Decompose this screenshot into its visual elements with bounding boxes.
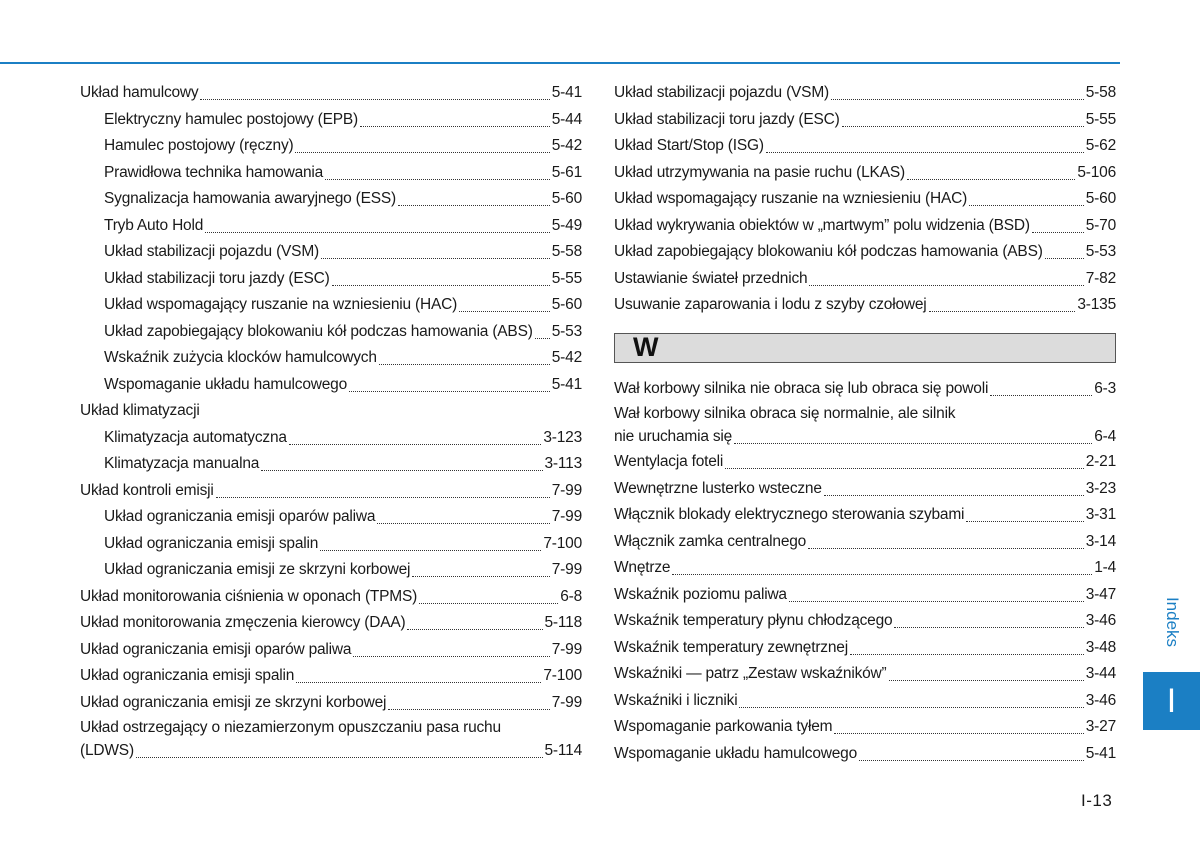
index-entry-line2 [614, 425, 1116, 449]
index-entry[interactable] [614, 582, 1116, 609]
index-entry-label: Wskaźnik temperatury płynu chłodzącego [614, 612, 893, 629]
leader-dots [850, 653, 1084, 655]
index-entry-page: 3-47 [1085, 585, 1116, 603]
leader-dots [739, 706, 1083, 708]
index-entry-page: 5-61 [551, 163, 582, 181]
index-entry-label-line1: Wał korbowy silnika obraca się normalnie, ale silnik [614, 405, 956, 422]
index-entry[interactable] [614, 688, 1116, 715]
index-entry[interactable] [614, 741, 1116, 768]
index-entry-page: 5-62 [1085, 137, 1116, 154]
index-entry[interactable] [614, 266, 1116, 293]
leader-dots [407, 628, 542, 630]
index-entry-page: 7-82 [1085, 269, 1116, 287]
index-entry[interactable] [80, 213, 582, 240]
index-entry[interactable] [614, 213, 1116, 240]
index-entry-page: 5-70 [1085, 216, 1116, 234]
index-entry-line2 [80, 739, 582, 763]
index-column-left [80, 80, 582, 763]
side-index-tab-letter: I [1166, 681, 1177, 720]
index-entry-label: Układ hamulcowy [80, 84, 199, 101]
index-entry[interactable] [614, 80, 1116, 107]
leader-dots [200, 98, 549, 100]
leader-dots [205, 231, 550, 233]
index-entry[interactable] [614, 376, 1116, 403]
index-entry-label: Włącznik zamka centralnego [614, 532, 807, 550]
index-entry-page: 5-44 [551, 110, 582, 128]
section-header-letter: W [633, 332, 659, 362]
index-entry-label: Ustawianie świateł przednich [614, 269, 808, 287]
leader-dots [261, 469, 542, 471]
index-entry-page: 7-99 [551, 561, 582, 578]
leader-dots [289, 443, 542, 445]
index-entry-page: 5-106 [1077, 163, 1116, 181]
index-entry-page: 7-99 [551, 481, 582, 499]
index-entry-label: Wał korbowy silnika nie obraca się lub obraca się powoli [614, 379, 989, 397]
leader-dots [842, 125, 1084, 127]
index-entry[interactable] [80, 531, 582, 558]
index-entry-label: Układ ograniczania emisji oparów paliwa [104, 508, 376, 525]
index-entry-label: Włącznik blokady elektrycznego sterowania szybami [614, 506, 965, 523]
leader-dots [990, 394, 1092, 396]
index-entry-label: Wskaźniki — patrz „Zestaw wskaźników” [614, 665, 887, 682]
index-entry-label: Sygnalizacja hamowania awaryjnego (ESS) [104, 190, 397, 207]
index-entry-label: Klimatyzacja manualna [104, 455, 260, 472]
index-entry-label: Układ wykrywania obiektów w „martwym” polu widzenia (BSD) [614, 216, 1030, 234]
index-entry-label: Wspomaganie parkowania tyłem [614, 718, 833, 735]
index-entry-label: Układ stabilizacji pojazdu (VSM) [614, 84, 829, 101]
index-entry-label: Wskaźnik temperatury zewnętrznej [614, 638, 848, 656]
index-entry-page: 7-100 [543, 534, 582, 552]
leader-dots [216, 496, 550, 498]
index-entry-page: 5-58 [551, 243, 582, 260]
leader-dots [325, 178, 550, 180]
index-entry-label: Układ utrzymywania na pasie ruchu (LKAS) [614, 163, 905, 181]
leader-dots [725, 467, 1084, 469]
index-entry[interactable] [80, 663, 582, 690]
index-entry-label: Układ klimatyzacji [80, 402, 200, 419]
leader-dots [966, 520, 1083, 522]
index-entry-page: 3-46 [1085, 691, 1116, 709]
leader-dots [353, 655, 549, 657]
index-entry-page: 3-48 [1085, 638, 1116, 656]
index-entry-page: 3-27 [1085, 718, 1116, 735]
index-entry-label: Hamulec postojowy (ręczny) [104, 137, 294, 154]
leader-dots [889, 679, 1084, 681]
leader-dots [388, 708, 549, 710]
index-entry-label: Układ zapobiegający blokowaniu kół podczas hamowania (ABS) [614, 243, 1043, 260]
index-entry-page: 7-99 [551, 640, 582, 658]
index-entry-label: Układ zapobiegający blokowaniu kół podczas hamowania (ABS) [104, 322, 533, 340]
leader-dots [1032, 231, 1084, 233]
leader-dots [834, 732, 1083, 734]
index-entry-page: 3-31 [1085, 506, 1116, 523]
index-entry[interactable] [80, 372, 582, 399]
index-entry[interactable] [614, 160, 1116, 187]
side-section-label [1152, 582, 1192, 662]
leader-dots [320, 549, 541, 551]
index-entry[interactable] [614, 635, 1116, 662]
index-entry-page: 5-41 [1085, 744, 1116, 762]
leader-dots [907, 178, 1075, 180]
index-entry-page: 3-135 [1077, 296, 1116, 313]
index-entry-label: Układ stabilizacji toru jazdy (ESC) [104, 269, 330, 287]
index-entry[interactable] [614, 529, 1116, 556]
leader-dots [377, 522, 549, 524]
index-entry[interactable] [80, 637, 582, 664]
index-entry[interactable] [80, 690, 582, 717]
index-column-right [614, 80, 1116, 767]
side-section-label-text: Indeks [1163, 596, 1182, 648]
leader-dots [672, 573, 1092, 575]
section-header-w [614, 333, 1116, 363]
index-entry[interactable] [614, 555, 1116, 582]
index-entry[interactable] [614, 502, 1116, 529]
leader-dots [831, 98, 1084, 100]
leader-dots [808, 547, 1084, 549]
leader-dots [766, 151, 1084, 153]
leader-dots [1045, 257, 1084, 259]
index-entry-label: Układ stabilizacji toru jazdy (ESC) [614, 110, 840, 128]
index-entry-page: 3-46 [1085, 612, 1116, 629]
index-entry-page: 3-44 [1085, 665, 1116, 682]
leader-dots [332, 284, 550, 286]
index-entry[interactable] [80, 186, 582, 213]
leader-dots [360, 125, 550, 127]
leader-dots [535, 337, 550, 339]
index-entry[interactable] [80, 557, 582, 584]
index-entry[interactable] [80, 133, 582, 160]
index-entry-page: 6-8 [560, 587, 582, 605]
index-entry-label: Układ ograniczania emisji spalin [104, 534, 319, 552]
index-entry-page: 7-99 [551, 693, 582, 711]
index-entry-label: Wewnętrzne lusterko wsteczne [614, 479, 822, 497]
index-entry-label: Klimatyzacja automatyczna [104, 428, 287, 446]
index-entry-page: 3-14 [1085, 532, 1116, 550]
index-entry-page: 7-99 [551, 508, 582, 525]
index-entry-multiline[interactable] [614, 402, 1116, 449]
leader-dots [419, 602, 558, 604]
index-entry[interactable] [614, 292, 1116, 319]
leader-dots [349, 390, 550, 392]
leader-dots [136, 756, 543, 758]
index-entry-label: Układ ograniczania emisji ze skrzyni korbowej [104, 561, 411, 578]
index-entry[interactable] [80, 610, 582, 637]
index-entry[interactable] [80, 451, 582, 478]
leader-dots [459, 310, 550, 312]
index-entry-label: Prawidłowa technika hamowania [104, 163, 324, 181]
index-entry-label: Układ monitorowania zmęczenia kierowcy (DAA) [80, 614, 406, 631]
index-entry-label: Układ wspomagający ruszanie na wzniesieniu (HAC) [104, 296, 458, 313]
index-entry-page: 2-21 [1085, 453, 1116, 470]
leader-dots [859, 759, 1084, 761]
side-index-tab[interactable] [1143, 672, 1200, 730]
index-entry-page: 5-53 [1085, 243, 1116, 260]
leader-dots [894, 626, 1083, 628]
index-entry-page: 5-60 [551, 296, 582, 313]
index-entry-page: 5-41 [551, 84, 582, 101]
leader-dots [295, 151, 549, 153]
index-entry[interactable] [614, 186, 1116, 213]
index-entry-label: Wspomaganie układu hamulcowego [614, 744, 858, 762]
index-entry-page: 5-42 [551, 349, 582, 366]
index-entry-label: Układ monitorowania ciśnienia w oponach (TPMS) [80, 587, 418, 605]
index-entry[interactable] [80, 504, 582, 531]
index-entry-label: Układ wspomagający ruszanie na wzniesieniu (HAC) [614, 190, 968, 207]
index-entry-multiline[interactable] [80, 716, 582, 763]
index-entry-label: Usuwanie zaparowania i lodu z szyby czołowej [614, 296, 927, 313]
index-entry-label: Układ ograniczania emisji spalin [80, 667, 295, 684]
index-entry-page: 5-60 [1085, 190, 1116, 207]
index-entry-label-line2: (LDWS) [80, 742, 134, 759]
index-entry[interactable] [80, 319, 582, 346]
index-entry[interactable] [80, 478, 582, 505]
index-entry-page: 1-4 [1094, 559, 1116, 576]
index-entry-page: 5-60 [551, 190, 582, 207]
index-entry-label: Elektryczny hamulec postojowy (EPB) [104, 110, 359, 128]
index-entry-page: 5-114 [544, 742, 582, 759]
index-entry[interactable] [80, 425, 582, 452]
index-entry-page: 6-4 [1094, 428, 1116, 445]
leader-dots [734, 442, 1092, 444]
leader-dots [398, 204, 550, 206]
index-entry[interactable] [80, 584, 582, 611]
page-number: I-13 [1081, 791, 1113, 810]
index-entry-page: 5-55 [551, 269, 582, 287]
index-entry-page: 5-118 [544, 614, 582, 631]
index-entry-page: 7-100 [543, 667, 582, 684]
index-entry[interactable] [80, 266, 582, 293]
leader-dots [412, 575, 549, 577]
leader-dots [929, 310, 1076, 312]
index-entry-label: Wspomaganie układu hamulcowego [104, 375, 348, 393]
leader-dots [379, 363, 550, 365]
index-entry-page: 5-41 [551, 375, 582, 393]
index-entry[interactable] [614, 133, 1116, 160]
index-entry-label: Tryb Auto Hold [104, 216, 204, 234]
index-entry-label: Wskaźnik poziomu paliwa [614, 585, 787, 603]
index-entry[interactable] [80, 292, 582, 319]
index-entry-label: Układ kontroli emisji [80, 481, 214, 499]
index-entry-label: Wnętrze [614, 559, 671, 576]
leader-dots [321, 257, 550, 259]
top-rule [0, 62, 1120, 64]
index-entry[interactable] [80, 80, 582, 107]
index-entry-page: 3-123 [543, 428, 582, 446]
index-entry-page: 5-53 [551, 322, 582, 340]
leader-dots [969, 204, 1084, 206]
index-entry-label: Wentylacja foteli [614, 453, 724, 470]
leader-dots [824, 494, 1084, 496]
index-entry[interactable] [80, 107, 582, 134]
leader-dots [809, 284, 1083, 286]
index-entry[interactable] [614, 239, 1116, 266]
index-entry[interactable] [614, 449, 1116, 476]
index-entry[interactable] [80, 345, 582, 372]
index-entry-label: Układ stabilizacji pojazdu (VSM) [104, 243, 319, 260]
index-entry-label: Układ ograniczania emisji oparów paliwa [80, 640, 352, 658]
index-entry[interactable] [614, 476, 1116, 503]
index-entry-page: 5-49 [551, 216, 582, 234]
index-entry-page: 5-42 [551, 137, 582, 154]
index-entry[interactable] [80, 160, 582, 187]
leader-dots [296, 681, 541, 683]
index-entry-page: 5-55 [1085, 110, 1116, 128]
index-entry[interactable] [614, 714, 1116, 741]
index-entry[interactable] [614, 608, 1116, 635]
index-entry-label: Układ ograniczania emisji ze skrzyni korbowej [80, 693, 387, 711]
index-entry[interactable] [614, 107, 1116, 134]
index-entry-label-line1: Układ ostrzegający o niezamierzonym opuszczaniu pasa ruchu [80, 719, 501, 736]
index-entry-page: 3-113 [544, 455, 582, 472]
index-entry-page: 3-23 [1085, 479, 1116, 497]
index-entry[interactable] [80, 239, 582, 266]
index-entry-label-line2: nie uruchamia się [614, 428, 733, 445]
index-entry[interactable] [80, 398, 582, 425]
index-entry-label: Układ Start/Stop (ISG) [614, 137, 764, 154]
index-entry[interactable] [614, 661, 1116, 688]
index-entry-label: Wskaźnik zużycia klocków hamulcowych [104, 349, 377, 366]
index-entry-label: Wskaźniki i liczniki [614, 691, 738, 709]
leader-dots [789, 600, 1084, 602]
index-entry-page: 5-58 [1085, 84, 1116, 101]
index-entry-page: 6-3 [1094, 379, 1116, 397]
